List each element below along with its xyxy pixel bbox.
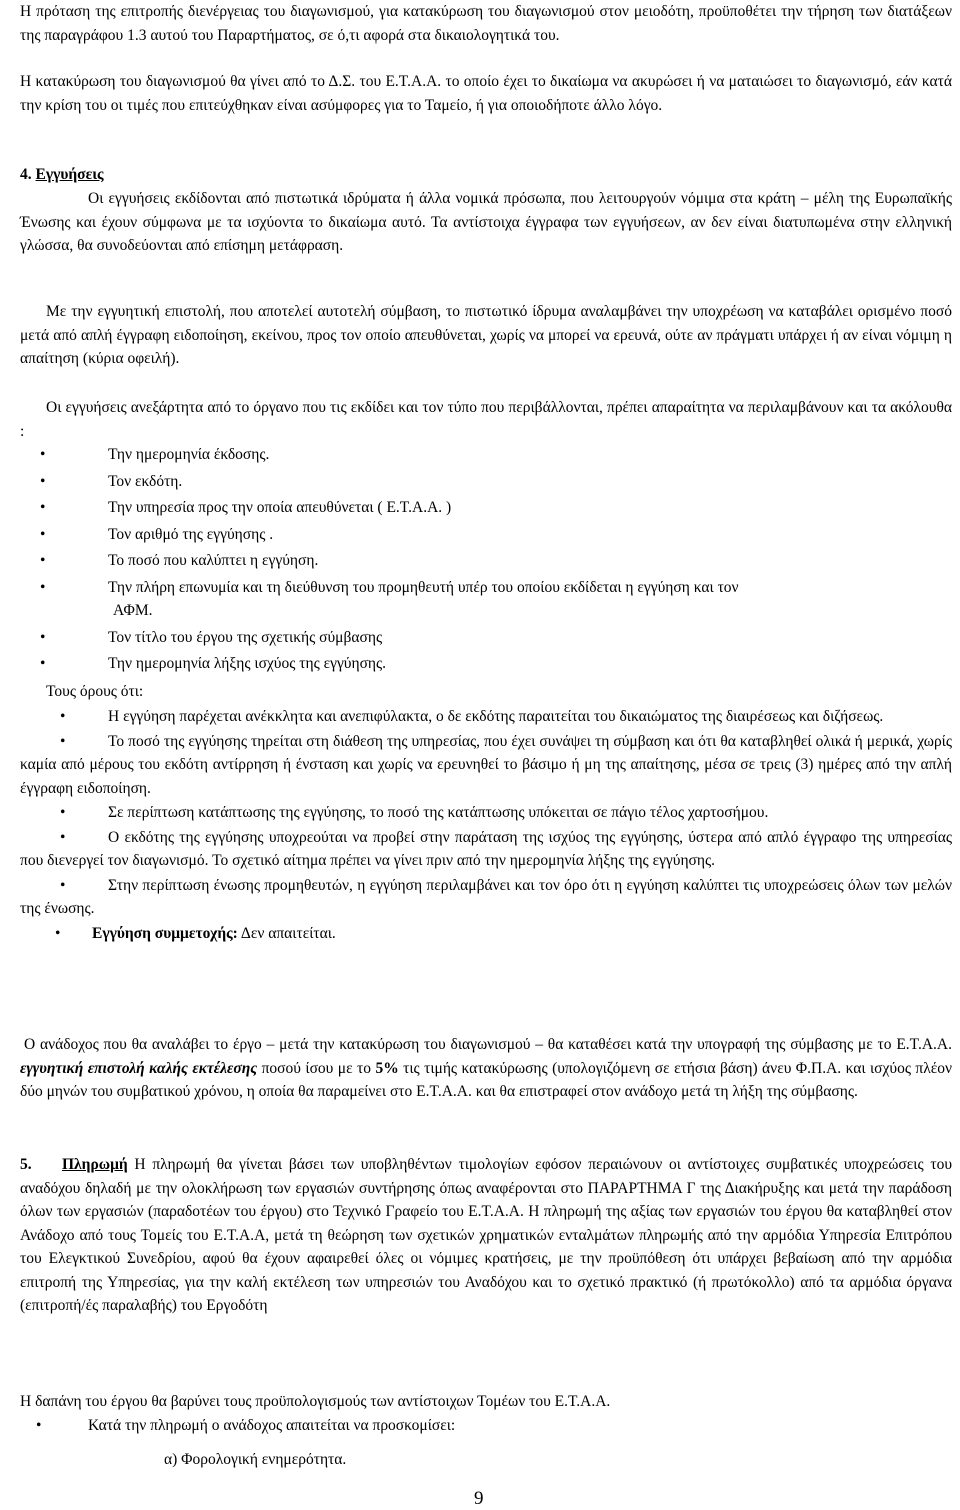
section-5-title: Πληρωμή <box>62 1156 128 1173</box>
bullet-icon: • <box>55 924 61 942</box>
list-item-text: Στην περίπτωση ένωσης προμηθευτών, η εγγύηση περιλαμβάνει και τον όρο ότι η εγγύηση καλύπτει τις υποχρεώσεις όλων των μελών της ένωσης. <box>20 876 952 917</box>
award-paragraph: Η κατακύρωση του διαγωνισμού θα γίνει από το Δ.Σ. του Ε.Τ.Α.Α. το οποίο έχει το δικαίωμα να ακυρώσει ή να ματαιώσει το διαγωνισμό, εάν κατά την κρίση του οι τιμές που επιτεύχθηκαν είναι ασύμφορες για το Ταμείο, ή για οποιοδήποτε άλλο λόγο. <box>20 73 952 114</box>
list-item-text: Τον εκδότη. <box>108 472 183 490</box>
bullet-icon: • <box>60 708 66 725</box>
bullet-icon: • <box>60 828 66 846</box>
list-item <box>20 470 952 494</box>
bullet-icon: • <box>60 876 66 894</box>
list-item <box>20 874 952 921</box>
bullet-icon: • <box>40 525 46 543</box>
list-item <box>20 496 952 520</box>
list-item-text: Κατά την πληρωμή ο ανάδοχος απαιτείται να προσκομίσει: <box>88 1417 456 1434</box>
guarantee-contents-paragraph: Οι εγγυήσεις ανεξάρτητα από το όργανο που τις εκδίδει και τον τύπο που περιβάλλονται, πρέπει απαραίτητα να περιλαμβάνουν και τα ακόλουθα : <box>20 399 952 440</box>
section-4-body: Οι εγγυήσεις εκδίδονται από πιστωτικά ιδρύματα ή άλλα νομικά πρόσωπα, που λειτουργούν νόμιμα στα κράτη – μέλη της Ευρωπαϊκής Ένωσης και έχουν σύμφωνα με τα ισχύοντα το δικαίωμα αυτό. Τα αντίστοιχα έγγραφα των εγγυήσεων, αν δεν είναι διατυπωμένα στην ελληνική γλώσσα, θα συνοδεύονται από επίσημη μετάφραση. <box>20 190 952 254</box>
bullet-icon: • <box>40 499 46 516</box>
participation-label: Εγγύηση συμμετοχής: <box>92 924 238 942</box>
page-number: 9 <box>474 1488 484 1509</box>
bullet-icon: • <box>40 446 46 463</box>
list-item-text: Την πλήρη επωνυμία και τη διεύθυνση του προμηθευτή υπέρ του οποίου εκδίδεται η εγγύηση και τον <box>108 578 739 596</box>
bullet-icon: • <box>40 578 46 596</box>
section-5-number: 5. <box>20 1156 32 1173</box>
list-item-text: Σε περίπτωση κατάπτωσης της εγγύησης, το ποσό της κατάπτωσης υπόκειται σε πάγιο τέλος χαρτοσήμου. <box>108 804 769 821</box>
list-item <box>20 523 952 547</box>
intro-paragraph: Η πρόταση της επιτροπής διενέργειας του διαγωνισμού, για κατακύρωση του διαγωνισμού στον μειοδότη, προϋποθέτει την τήρηση των διατάξεων της παραγράφου 1.3 αυτού του Παραρτήματος, σε ό,τι αφορά στα δικαιολογητικά του. <box>20 3 952 44</box>
bullet-icon: • <box>40 552 46 569</box>
list-item <box>20 826 952 873</box>
list-item <box>20 576 952 623</box>
performance-guarantee-paragraph <box>20 1033 952 1104</box>
list-item-text: Η εγγύηση παρέχεται ανέκκλητα και ανεπιφύλακτα, ο δε εκδότης παραιτείται του δικαιώματος της διαιρέσεως και διζήσεως. <box>108 708 884 725</box>
terms-list <box>20 705 952 945</box>
bullet-icon: • <box>40 628 46 646</box>
list-item <box>20 801 952 825</box>
participation-value: Δεν απαιτείται. <box>237 924 336 942</box>
cost-paragraph: Η δαπάνη του έργου θα βαρύνει τους προϋπολογισμούς των αντίστοιχων Τομέων του Ε.Τ.Α.Α. <box>20 1393 611 1410</box>
bullet-icon: • <box>60 732 66 750</box>
payment-sub-item: α) Φορολογική ενημερότητα. <box>164 1451 347 1468</box>
terms-heading: Τους όρους ότι: <box>46 683 144 700</box>
bullet-icon: • <box>40 655 46 672</box>
guarantee-letter-paragraph: Με την εγγυητική επιστολή, που αποτελεί αυτοτελή σύμβαση, το πιστωτικό ίδρυμα αναλαμβάνει την υποχρέωση να καταβάλει ορισμένο ποσό μετά από απλή έγγραφη ειδοποίηση, εκείνου, προς τον οποίο απευθύνεται, χωρίς να μπορεί να ερευνά, ούτε αν πράγματι υπάρχει ή αν είναι νόμιμη η απαίτηση (κύρια οφειλή). <box>20 303 952 367</box>
list-item-text: Την υπηρεσία προς την οποία απευθύνεται ( Ε.Τ.Α.Α. ) <box>108 499 452 516</box>
list-item <box>20 922 952 946</box>
list-item <box>20 443 952 467</box>
perf-percent: 5% <box>375 1059 399 1077</box>
bullet-icon: • <box>40 472 46 490</box>
list-item-text: Τον τίτλο του έργου της σχετικής σύμβασης <box>108 628 383 646</box>
bullet-icon: • <box>60 804 66 821</box>
list-item-text: Το ποσό της εγγύησης τηρείται στη διάθεση της υπηρεσίας, που έχει συνάψει τη σύμβαση και ότι θα καταβληθεί ολικά ή μερικά, χωρίς καμία από μέρους του εκδότη αντίρρηση ή ένσταση και χωρίς να ερευνηθεί το βάσιμο ή μη της απαίτησης, μέσα σε τρεις (3) ημέρες από την απλή έγγραφη ειδοποίηση. <box>20 732 952 797</box>
list-item-text: Την ημερομηνία λήξης ισχύος της εγγύησης. <box>108 655 387 672</box>
payment-list <box>20 1414 952 1438</box>
section-4-heading <box>20 163 952 187</box>
list-item <box>20 626 952 650</box>
list-item-text: Το ποσό που καλύπτει η εγγύηση. <box>108 552 319 569</box>
list-item-text: Τον αριθμό της εγγύησης . <box>108 525 274 543</box>
perf-emphasis: εγγυητική επιστολή καλής εκτέλεσης <box>20 1059 258 1077</box>
guarantee-contents-list <box>20 443 952 676</box>
bullet-icon: • <box>36 1417 42 1434</box>
list-item <box>20 652 952 676</box>
section-4-number: 4. <box>20 166 32 183</box>
list-item <box>20 730 952 801</box>
list-item-continuation: ΑΦΜ. <box>113 602 153 619</box>
perf-text-1: Ο ανάδοχος που θα αναλάβει το έργο – μετά την κατακύρωση του διαγωνισμού – θα καταθέσει κατά την υπογραφή της σύμβασης με το Ε.Τ.Α.Α. <box>24 1036 952 1053</box>
section-4-title: Εγγυήσεις <box>35 166 104 183</box>
list-item-text: Ο εκδότης της εγγύησης υποχρεούται να προβεί στην παράταση της ισχύος της εγγύησης, ύστερα από απλό έγγραφο της υπηρεσίας που διενεργεί τον διαγωνισμό. Το σχετικό αίτημα πρέπει να γίνει πριν από την ημερομηνία λήξης της εγγύησης. <box>20 828 952 869</box>
section-5-paragraph <box>20 1153 952 1318</box>
section-5-body: Η πληρωμή θα γίνεται βάσει των υποβληθέντων τιμολογίων εφόσον περαιώνουν οι αντίστοιχες συμβατικές υποχρεώσεις του αναδόχου δηλαδή με την ολοκλήρωση των εργασιών συντήρησης όπως αναφέρονται στο ΠΑΡΑΡΤΗΜΑ Γ της Διακήρυξης και μετά την παράδοση όλων των εργασιών (παραδοτέων του έργου) στο Τεχνικό Γραφείο του Ε.Τ.Α.Α. Η πληρωμή της αξίας των εργασιών του έργου θα καταβληθεί στον Ανάδοχο από τους Τομείς του Ε.Τ.Α.Α, μετά τη θεώρηση των σχετικών χρηματικών ενταλμάτων πληρωμής από την αρμόδια Υπηρεσία Επιτρόπου του Ελεγκτικού Συνεδρίου, αφού θα έχουν αφαιρεθεί όλες οι νόμιμες κρατήσεις, με την προϋπόθεση ότι υπάρχει βεβαίωση από την αρμόδια επιτροπή της Υπηρεσίας, για την καλή εκτέλεση των υπηρεσιών του Αναδόχου και το σχετικό πρακτικό (ή πρωτόκολλο) από τα αρμόδια όργανα (επιτροπή/ές παραλαβής) του Εργοδότη <box>20 1156 952 1314</box>
list-item <box>20 705 952 729</box>
list-item <box>20 549 952 573</box>
perf-text-3: τις τιμής κατακύρωσης (υπολογιζόμενη σε ετήσια βάση) άνευ Φ.Π.Α. και ισχύος πλέον δύο μηνών του συμβατικού χρόνου, η οποία θα παραμείνει στο Ε.Τ.Α.Α. και θα επιστραφεί στον ανάδοχο μετά τη λήξη της σύμβασης. <box>20 1059 952 1100</box>
perf-text-2: ποσού ίσου με το <box>257 1059 376 1077</box>
list-item-text: Την ημερομηνία έκδοσης. <box>108 446 270 463</box>
list-item <box>20 1414 952 1438</box>
